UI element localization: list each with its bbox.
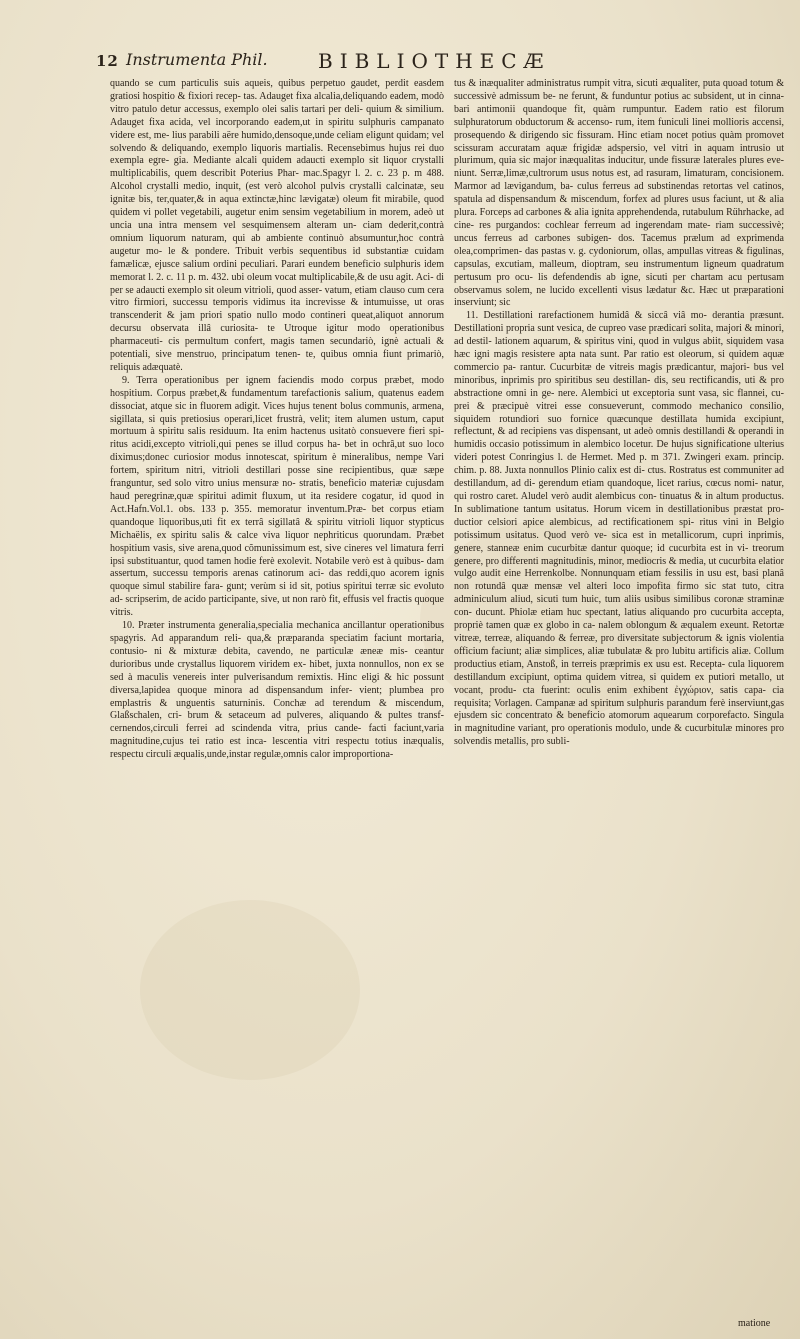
paragraph: 10. Præter instrumenta generalia,specialia mechanica ancillantur operationibus spagyris. Ad apparandum reli- qua,& præparanda speciatim faciunt mortaria, contusio- ni & mixturæ debita, cavendo, ne particulæ æneæ mis- ceantur durioribus unde crystallus liquorem viridem ex- hibet, juxta nonnullos, non ex se sed à maculis venereis inter pulverisandum remixtis. Hinc eligi & hic possunt diversa,lapidea quoque minora ad dispensandum infer- vient; plumbea pro emplastris & unguentis saturninis. Conchæ ad terendum & miscendum, Glaßschalen, cri- brum & setaceum ad pulveres, aliquando & pultes transf- cernendos,circuli ferrei ad scindenda vitra, prius cande- facti faciunt,varia magnitudine,cujus tei ratio est inca- lescentia vitri respectu totius inæqualis, respectu circuli æqualis,unde,instar regulæ,omnis calor improportiona- <box>110 620 444 761</box>
section-title: BIBLIOTHECÆ <box>318 49 551 73</box>
page-number: 12 <box>96 52 119 70</box>
paragraph: 9. Terra operationibus per ignem faciendis modo corpus præbet, modo hospitium. Corpus præbet,& fundamentum tarefactionis salium, quatenus eadem dissociat, atque sic in fluorem adigit. Vices hujus tenent bolus communis, armena, sigillata, si quis pretiosius operari,licet frustrà, velit; item alumen ustum, caput mortuum à spiritu salis residuum. Ita enim hactenus usitatò consuevere fieri spi- ritus acidi,excepto vitrioli,qui penes se illud corpus ha- bet in ochrâ,ut suo loco diximus;donec curiosior modus innotescat, spiritum è mineralibus, nempe Vari fortem, spiritum nitri, vitrioli destillari posse sine recipientibus, quæ sæpe franguntur, sed solo vitro unius mensuræ no- stratis, beneficio materiæ cujusdam haud peregrinæ,quæ spiritui adimit fluxum, ut ita residere cogatur, id quod in Act.Hafn.Vol.1. obs. 133 p. 355. memoratur inventum.Præ- bet corpus etiam quandoque liquoribus,uti fit ex terrâ sigillatâ & spiritu vitrioli liquor stypticus Michaëlis, ex spiritu salis & calce viva liquor nephriticus quorundam. Præbet hospitium vasis, sive arena,quod cõmunissimum est, sive cineres vel limatura ferri ipsi substituantur, quod tamen hodie ferè exolevit. Notabile verò est à quibus- dam assertum, successu temporis arenas catinorum aci- das reddi,quo acorem ignis quoque simul stabilire fara- gunt; verùm si id sit, potius spiritui terræ sic evoluto ad- scripserim, de acido participante, sive, ut non rarò fit, effusis vel fractis quoque vitris. <box>110 374 444 619</box>
running-title: Instrumenta Phil. <box>126 50 268 69</box>
catchword: matione <box>738 1318 771 1329</box>
paragraph: quando se cum particulis suis aqueis, quibus perpetuo gaudet, perdit easdem gratiosi hospitio & fixiori recep- tas. Adauget fixa alcalia,deliquando eadem, modò vitro patulo detur accessus, exemplo olei salis tartari per deli- quium & similium. Adauget fixa acida, vel incorporando eadem,ut in spiritu sulphuris campanato videre est, me- lius parabili aëre humido,densoque,unde celiam eligunt quidam; vel solvendo & deliquando, exemplo liquoris martialis. Recensebimus hujus rei duo exempla egre- gia. Mediante alcali quidem adaucti exemplo sit liquor crystalli multiplicabilis, quem describit Poterius Phar- mac.Spagyr l. 2. c. 23 p. m 488. Alcohol crystalli medio, inquit, (est verò alcohol pulvis crystalli calcinatæ, seu ignitæ bis, ter,quater,& in aqua extinctæ,hinc lævigatæ) oleum fit mirabile, quod quidem vi pollet vegetabili, augetur enim sensim vegetabilium in morem, adeò ut uncia una intra mensem vel sesquimensem alteram un- ciam dederit,contrà omnium liquorum naturam, qui ab ambiente continuò absumuntur,hoc contrà augetur mo- le & pondere. Tribuit verbis sequentibus id substantiæ cuidam famælicæ, ejusce salium ordini peculiari. Parari eundem beneficio sulphuris idem memorat l. 2. c. 11 p. m. 432. ubi oleum vocat multiplicabile,& de usu agit. Aci- di per se adaucti exemplo sit oleum vitrioli, quod asser- vatum, etiam clauso cum cera vitro firmiori, successu temporis vidimus ita increvisse & intumuisse, ut oras transcenderit & jam priori spatio nullo modo contineri queat,aliquot annorum decursu observata illâ curiosita- te Utroque igitur modo operationibus pharmaceuti- cis permultum confert, magis tamen secundariò, ignè actuali & potentiali, sive menstruo, principatum tenen- te, quibus omnia fiunt primariò, reliquis adæquatè. <box>110 78 444 373</box>
paragraph: tus & inæqualiter administratus rumpit vitra, sicuti æqualiter, puta quoad totum & successivè admissum be- ne ferunt, & funduntur potius ac subsident, ut in cinna- bari antimonii quandoque fit, quàm rumpuntur. Eadem ratio est filorum sulphuratorum obductorum & accenso- rum, item funiculi linei mollioris accensi, prosequendo & dirigendo sic fissuram. Hinc etiam nocet potius quàm promovet scissuram accuratam aquæ frigidæ adspersio, vel vitri in aquam intrusio ut plurimum, quia sic major inæqualitas inducitur, unde fissuræ laterales plures eve- niunt. Serræ,limæ,cultrorum usus notus est, ad rasuram, limaturam, concisionem. Marmor ad lævigandum, ba- culus ferreus ad substinendas retortas vel catinos, spatula ad dispensandum & miscendum, forfex ad plures usus faciunt, ut & alia plura. Forceps ad carbones & alia ignita apprehendenda, rutabulum Rührhacke, ad cine- res purgandos: cochlear ferreum ad ingerendam mate- riam successivè; uncus ferreus ad carbones subigen- dos. Tacemus prælum ad exprimenda olea,comprimen- das pastas v. g. cydoniorum, ollas, ampullas vitreas & figulinas, capsulas, excutiam, malleum, dioptram, seu instrumentum ligneum quadratum pertusum pro ocu- lis defendendis ab igne, sicuti per chartam acu pertusam observamus solem, ne lucido excellenti visus lædatur &c. Hæc ut præparationi inserviunt; sic <box>454 78 784 309</box>
left-column <box>110 78 444 762</box>
right-column <box>454 78 784 749</box>
paragraph: 11. Destillationi rarefactionem humidâ & siccâ viâ mo- derantia præsunt. Destillationi propria sunt vesica, de cupreo vase prædicari solita, majori & minori, ad destil- lationem aquarum, & spiritus vini, quod in vulgus abiit, siquidem vasa hæc igni magis resistere apta nata sunt. Par ratio est oleorum, si quidem aquæ commercio pa- rantur. Cucurbitæ de vitreis magis prædicantur, majori- bus vel minoribus, inprimis pro spiritibus seu destillan- dis, seu rectificandis, uti & pro abstractione omni in ge- nere. Alembici ut exceptoria sunt vasa, sic flannei, cu- prei & præcipuè vitrei esse consueverunt, commodo mechanico consilio, siquidem rotundiori suo fornice quæcunque destillata humida excipiunt, reflectunt, & ad recipiens vas dispensant, ut adeò omnis destillandi & operandi in humidis occasio potissimum in alembico locetur. De hujus significatione ulterius videri potest Conringius l. de Hermet. Med p. m 371. Zwingeri exam. princip. chim. p. 88. Juxta nonnullos Plinio calix est di- ctus. Rostratus est communiter ad destillandum, ad di- gerendum etiam quandoque, licet rarius, cœcus nomi- natur, qui rostro caret. Aludel verò audit alembicus con- tinuatus & in altum productus. In sublimatione tantum usitatus. Horum vicem in destillationibus præstat pro- ductior celsiori apice alembicus, ad rectificationem spi- ritus vini in Belgio potissimum usitatus. Quod verò ve- sica est in metallicorum, cupri inprimis, genere, stanneæ enim cucurbitæ dantur quoque; id cucurbita est in vi- treorum genere, pro differenti magnitudinis, minor, mediocris & media, ut cucurbita elatior vulgo audit eine Herrenkolbe. Nonnunquam etiam fessilis in usu est, basi planâ non rotundâ quæ mensæ vel alteri loco impofita firmo sic stat tuto, citra adminiculum aliud, sicuti tum huic, tum aliis usibus similibus coronæ straminæ con- ducunt. Phiolæ etiam huc spectant, latius aliquando pro cucurbita accepta, propriè tamen quæ ex globo in ca- nalem oblongum & æqualem exeunt. Retortæ vitreæ, terreæ, aliquando & ferreæ, pro diversitate subjectorum & ignis violentia officium faciunt; aliæ simplices, aliæ tubulatæ & pro lubitu artificis aliæ. Collum productius etiam, Anstoß, in terreis præprimis ex usu est. Recepta- cula liquorem destillandum excipiunt, optima quidem vitrea, si quidem ex putiori metallo, ut vocant, produ- cta fuerint: oculis enim exhibent ἐγχώριον, satis capa- cia requisita; Vorlagen. Campanæ ad spiritum sulphuris parandum ferè inserviunt,gas ejusdem sic concentrato & beneficio atomorum aquearum corporefacto. Singula in magnitudine variant, pro operationis modulo, unde & cucurbitulæ minores pro solvendis metallis, pro subli- <box>454 310 784 748</box>
page-header <box>96 50 786 76</box>
